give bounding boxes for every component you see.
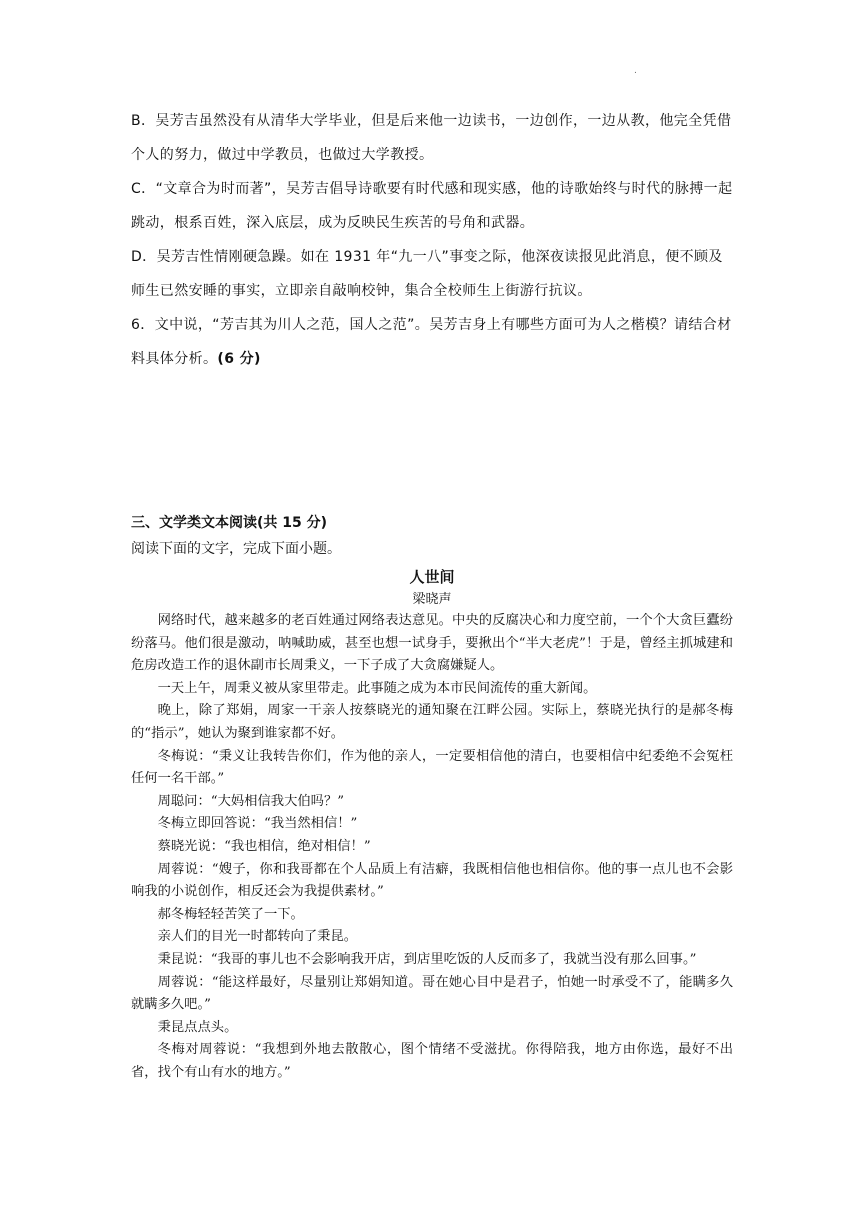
story-paragraph: 秉昆说：“我哥的事儿也不会影响我开店，到店里吃饭的人反而多了，我就当没有那么回事。” — [157, 951, 697, 967]
option-d: D．吴芳吉性情刚硬急躁。如在 1931 年“九一八”事变之际，他深夜读报见此消息，便不顾及师生已然安睡的事实，立即亲自敲响校钟，集合全校师生上街游行抗议。 — [131, 249, 723, 299]
question-6-score: (6 分) — [217, 351, 261, 367]
story-paragraph: 周聪问：“大妈相信我大伯吗？” — [157, 793, 345, 809]
story-paragraph: 蔡晓光说：“我也相信，绝对相信！” — [157, 838, 371, 854]
story-paragraph: 晚上，除了郑娟，周家一干亲人按蔡晓光的通知聚在江畔公园。实际上，蔡晓光执行的是郝冬梅的“指示”，她认为聚到谁家都不好。 — [131, 703, 733, 741]
option-c: C．“文章合为时而著”，吴芳吉倡导诗歌要有时代感和现实感，他的诗歌始终与时代的脉搏一起跳动，根系百姓，深入底层，成为反映民生疾苦的号角和武器。 — [131, 181, 733, 231]
story-paragraph: 冬梅对周蓉说：“我想到外地去散散心，图个情绪不受滋扰。你得陪我，地方由你选，最好不出省，找个有山有水的地方。” — [131, 1042, 733, 1080]
story-paragraph: 郝冬梅轻轻苦笑了一下。 — [157, 906, 304, 922]
section-three — [131, 510, 733, 562]
story — [131, 565, 733, 1084]
story-paragraph: 亲人们的目光一时都转向了秉昆。 — [157, 929, 358, 945]
section-instruction: 阅读下面的文字，完成下面小题。 — [131, 541, 341, 557]
story-paragraph: 网络时代，越来越多的老百姓通过网络表达意见。中央的反腐决心和力度空前，一个个大贪巨蠹纷纷落马。他们很是激动，呐喊助威，甚至也想一试身手，要揪出个“半大老虎”！于是，曾经主抓城建和危房改造工作的退休副市长周秉义，一下子成了大贪腐嫌疑人。 — [131, 613, 733, 674]
story-paragraph: 冬梅说：“秉义让我转告你们，作为他的亲人，一定要相信他的清白，也要相信中纪委绝不会冤枉任何一名干部。” — [131, 748, 733, 787]
question-6 — [131, 308, 733, 376]
story-paragraph: 周蓉说：“嫂子，你和我哥都在个人品质上有洁癖，我既相信他也相信你。他的事一点儿也不会影响我的小说创作，相反还会为我提供素材。” — [131, 861, 733, 900]
header-mark: . — [634, 66, 637, 76]
section-heading: 三、文学类文本阅读(共 15 分) — [131, 515, 328, 531]
story-paragraph: 秉昆点点头。 — [157, 1019, 238, 1035]
question-6-text: 6．文中说，“芳吉其为川人之范，国人之范”。吴芳吉身上有哪些方面可为人之楷模？请结合材料具体分析。 — [131, 317, 732, 367]
story-title: 人世间 — [409, 568, 455, 586]
story-paragraph: 周蓉说：“能这样最好，尽量别让郑娟知道。哥在她心目中是君子，怕她一时承受不了，能瞒多久就瞒多久吧。” — [131, 974, 733, 1013]
story-author: 梁晓声 — [412, 592, 452, 607]
story-paragraph: 冬梅立即回答说：“我当然相信！” — [157, 816, 358, 832]
story-paragraph: 一天上午，周秉义被从家里带走。此事随之成为本市民间流传的重大新闻。 — [157, 680, 597, 696]
option-b: B．吴芳吉虽然没有从清华大学毕业，但是后来他一边读书，一边创作，一边从教，他完全凭借个人的努力，做过中学教员，也做过大学教授。 — [131, 113, 732, 163]
